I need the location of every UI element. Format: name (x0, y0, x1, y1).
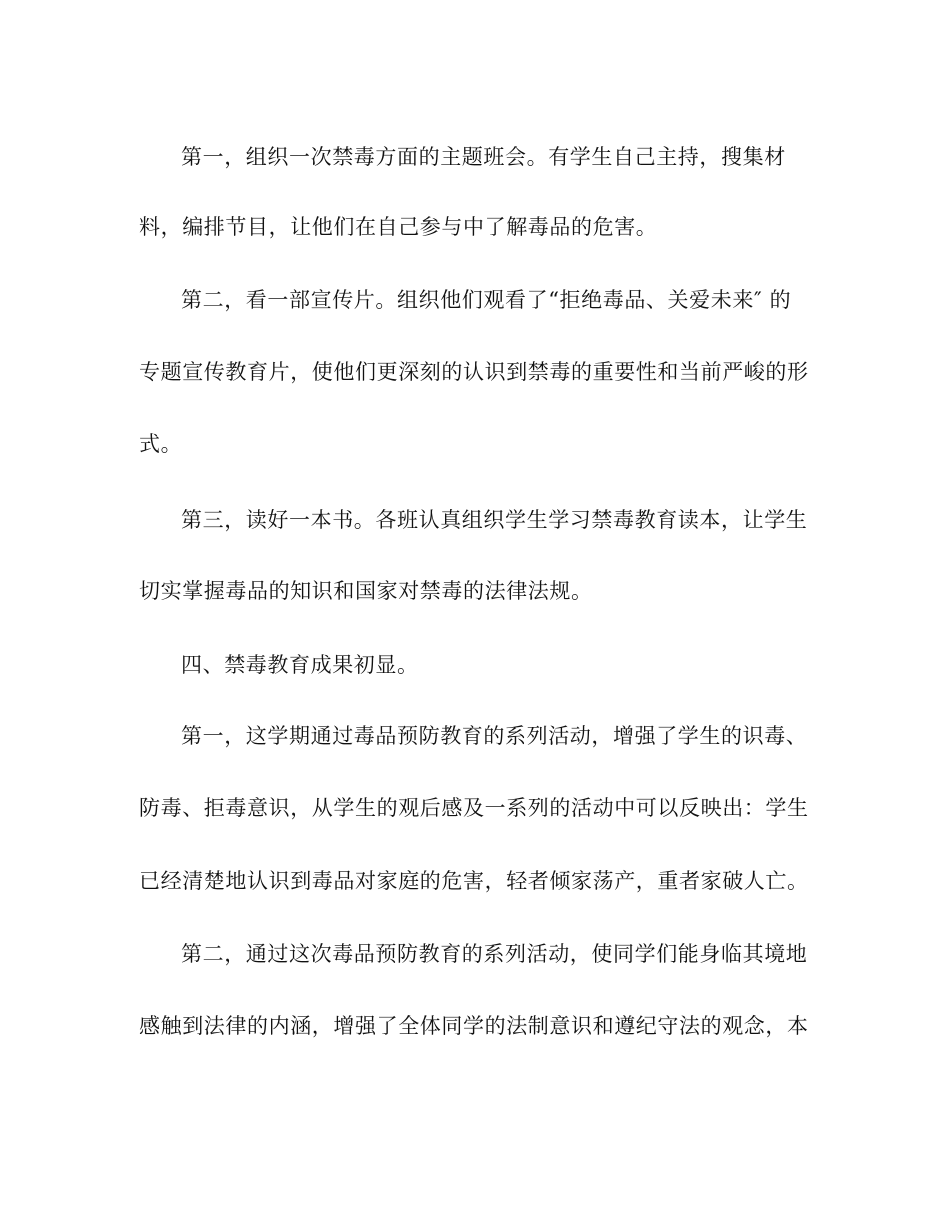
text-line: 第一，这学期通过毒品预防教育的系列活动，增强了学生的识毒、 (181, 724, 808, 748)
text-line: 第二，通过这次毒品预防教育的系列活动，使同学们能身临其境地 (181, 942, 808, 966)
text-line: 切实掌握毒品的知识和国家对禁毒的法律法规。 (139, 579, 593, 603)
text-line: 第三，读好一本书。各班认真组织学生学习禁毒教育读本，让学生 (181, 508, 808, 532)
text-line: 专题宣传教育片，使他们更深刻的认识到禁毒的重要性和当前严峻的形 (139, 360, 809, 384)
text-line: 感触到法律的内涵，增强了全体同学的法制意识和遵纪守法的观念，本 (139, 1014, 809, 1038)
text-line: 已经清楚地认识到毒品对家庭的危害，轻者倾家荡产，重者家破人亡。 (139, 869, 809, 893)
text-line: 料，编排节目，让他们在自己参与中了解毒品的危害。 (139, 215, 658, 239)
text-line: 第二，看一部宣传片。组织他们观看了“拒绝毒品、关爱未来″ 的 (181, 288, 792, 312)
text-line: 式。 (139, 432, 183, 456)
text-line: 第一，组织一次禁毒方面的主题班会。有学生自己主持，搜集材 (181, 145, 786, 169)
section-heading: 四、禁毒教育成果初显。 (181, 653, 419, 677)
text-line: 防毒、拒毒意识，从学生的观后感及一系列的活动中可以反映出：学生 (139, 796, 809, 820)
